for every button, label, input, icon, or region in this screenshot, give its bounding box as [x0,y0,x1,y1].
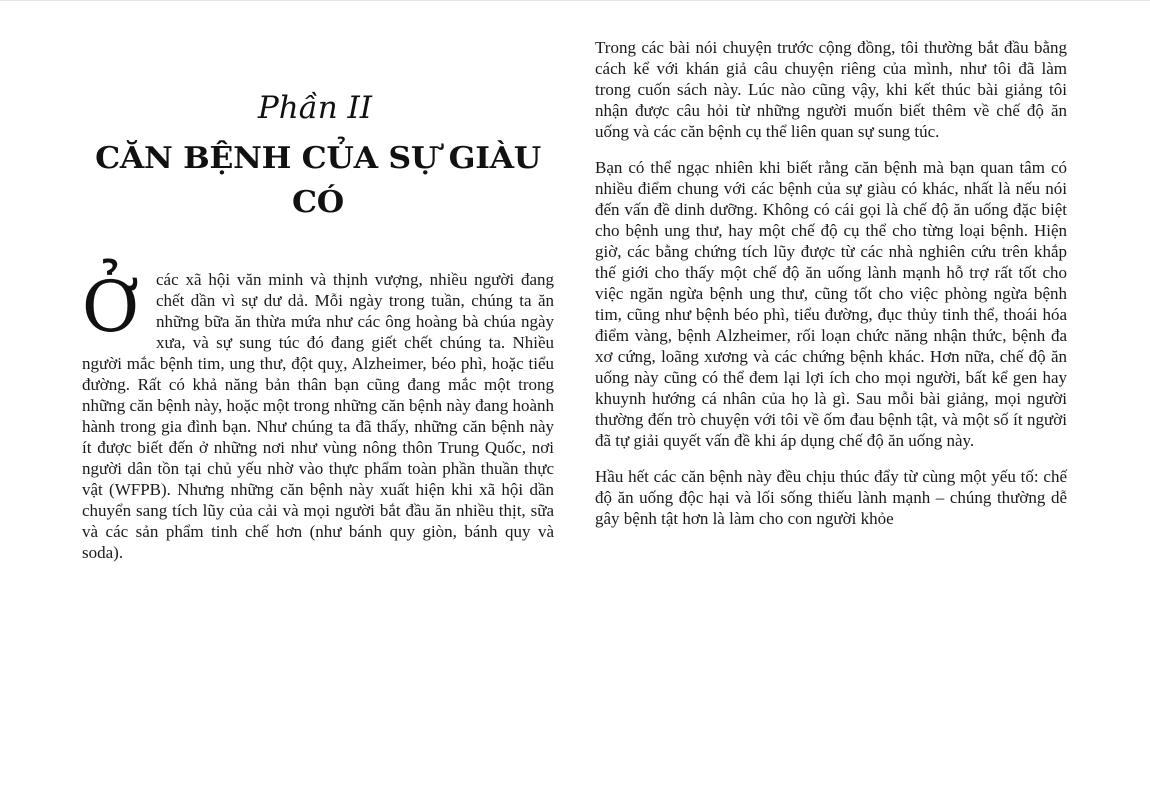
opening-paragraph-text: các xã hội văn minh và thịnh vượng, nhiều người đang chết dần vì sự dư dả. Mỗi ngày trong tuần, chúng ta ăn những bữa ăn thừa mứa như các ông hoàng bà chúa ngày xưa, và sự sung túc đó đang giết chết chúng ta. Nhiều người mắc bệnh tim, ung thư, đột quỵ, Alzheimer, béo phì, hoặc tiểu đường. Rất có khả năng bản thân bạn cũng đang mắc một trong những căn bệnh này, hoặc một trong những căn bệnh này đang hoành hành trong gia đình bạn. Như chúng ta đã thấy, những căn bệnh này ít được biết đến ở những nơi như vùng nông thôn Trung Quốc, nơi người dân tồn tại chủ yếu nhờ vào thực phẩm toàn phần thuần thực vật (WFPB). Nhưng những căn bệnh này xuất hiện khi xã hội dần chuyển sang tích lũy của cải và mọi người bắt đầu ăn nhiều thịt, sữa và các sản phẩm tinh chế hơn (như bánh quy giòn, bánh quy và soda). [82,270,554,562]
left-page [82,1,554,563]
part-label: Phần II [257,90,373,126]
drop-cap: Ở [82,266,140,348]
paragraph-2: Bạn có thể ngạc nhiên khi biết rằng căn bệnh mà bạn quan tâm có nhiều điểm chung với các bệnh của sự giàu có khác, nhất là nếu nói đến vấn đề dinh dưỡng. Không có cái gọi là chế độ ăn uống đặc biệt cho bệnh ung thư, hay một chế độ cụ thể cho từng loại bệnh. Hiện giờ, các bằng chứng tích lũy được từ các nhà nghiên cứu trên khắp thế giới cho thấy một chế độ ăn uống lành mạnh hỗ trợ rất tốt cho việc ngăn ngừa bệnh ung thư, cũng tốt cho việc phòng ngừa bệnh tim, cũng như bệnh béo phì, tiểu đường, đục thủy tinh thể, thoái hóa điểm vàng, bệnh Alzheimer, rối loạn chức năng nhận thức, bệnh đa xơ cứng, loãng xương và các chứng bệnh khác. Hơn nữa, chế độ ăn uống này cũng có thể đem lại lợi ích cho mọi người, bất kể gen hay khuynh hướng cá nhân của họ là gì. Sau mỗi bài giảng, mọi người thường đến trò chuyện với tôi về ốm đau bệnh tật, và một số ít người đã tự giải quyết vấn đề khi áp dụng chế độ ăn uống này. [595,158,1067,450]
opening-paragraph [82,266,554,563]
paragraph-1: Trong các bài nói chuyện trước cộng đồng, tôi thường bắt đầu bằng cách kể với khán giả câu chuyện riêng của mình, như tôi đã làm trong cuốn sách này. Lúc nào cũng vậy, khi kết thúc bài giảng tôi nhận được câu hỏi từ những người muốn biết thêm về chế độ ăn uống và các căn bệnh cụ thể liên quan sự sung túc. [595,38,1067,141]
right-page [595,37,1067,529]
paragraph-3: Hầu hết các căn bệnh này đều chịu thúc đẩy từ cùng một yếu tố: chế độ ăn uống độc hại và lối sống thiếu lành mạnh – chúng thường dễ gây bệnh tật hơn là làm cho con người khỏe [595,467,1067,528]
chapter-title: CĂN BỆNH CỦA SỰ GIÀU CÓ [95,141,541,220]
